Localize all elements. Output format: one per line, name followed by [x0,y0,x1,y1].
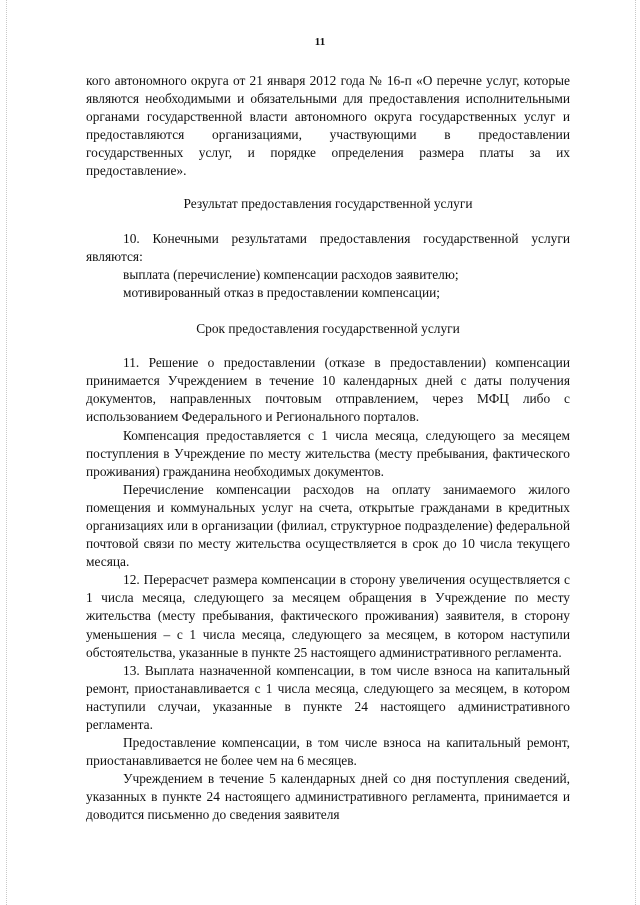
paragraph-13-suspension-limit: Предоставление компенсации, в том числе взноса на капитальный ремонт, приостанавливается не более чем на 6 месяцев. [86,735,570,769]
paragraph-10: 10. Конечными результатами предоставления государственной услуги являются: [86,230,570,264]
paragraph-11: 11. Решение о предоставлении (отказе в предоставлении) компенсации принимается Учреждением в течение 10 календарных дней с даты получения документов, направленных почтовым отправлением, через МФЦ либо с использованием Федерального и Регионального порталов. [86,355,570,425]
paragraph-11-transfer: Перечисление компенсации расходов на оплату занимаемого жилого помещения и коммунальных услуг на счета, открытые гражданами в кредитных организациях или в организации (филиал, структурное подразделение) федеральной почтовой связи по месту жительства осуществляется в срок до 10 числа текущего месяца. [86,481,570,570]
list-item-payment: выплата (перечисление) компенсации расходов заявителю; [123,266,459,282]
section-heading-term: Срок предоставления государственной услуги [196,321,460,337]
paragraph-12: 12. Перерасчет размера компенсации в сторону увеличения осуществляется с 1 числа месяца, следующего за месяцем обращения в Учреждение по месту жительства (месту пребывания, фактического проживания) заявителя, в сторону уменьшения – с 1 числа месяца, следующего за месяцем, в котором наступили обстоятельства, указанные в пункте 25 настоящего административного регламента. [86,572,570,660]
page-number: 11 [314,36,326,48]
paragraph-intro-continuation: кого автономного округа от 21 января 2012 года № 16-п «О перечне услуг, которые являются необходимыми и обязательными для предоставления исполнительными органами государственной власти автономного округа государственных услуг и предоставляются организациями, участвующими в предоставлении государственных услуг, и порядке определения размера платы за их предоставление». [86,73,570,179]
list-item-refusal: мотивированный отказ в предоставлении компенсации; [123,284,441,300]
paragraph-13: 13. Выплата назначенной компенсации, в том числе взноса на капитальный ремонт, приостанавливается с 1 числа месяца, следующего за месяцем, в котором наступили случаи, указанные в пункте 24 настоящего административного регламента. [86,662,570,732]
scan-edge-right [635,0,636,905]
document-body [86,72,570,825]
scan-edge-left [6,0,7,905]
paragraph-13-notification: Учреждением в течение 5 календарных дней со дня поступления сведений, указанных в пункте 24 настоящего административного регламента, принимается и доводится письменно до сведения заявителя [86,771,570,823]
section-heading-result: Результат предоставления государственной услуги [183,195,473,211]
paragraph-11-compensation-start: Компенсация предоставляется с 1 числа месяца, следующего за месяцем поступления в Учреждение по месту жительства (месту пребывания, фактического проживания) гражданина необходимых документов. [86,427,570,479]
